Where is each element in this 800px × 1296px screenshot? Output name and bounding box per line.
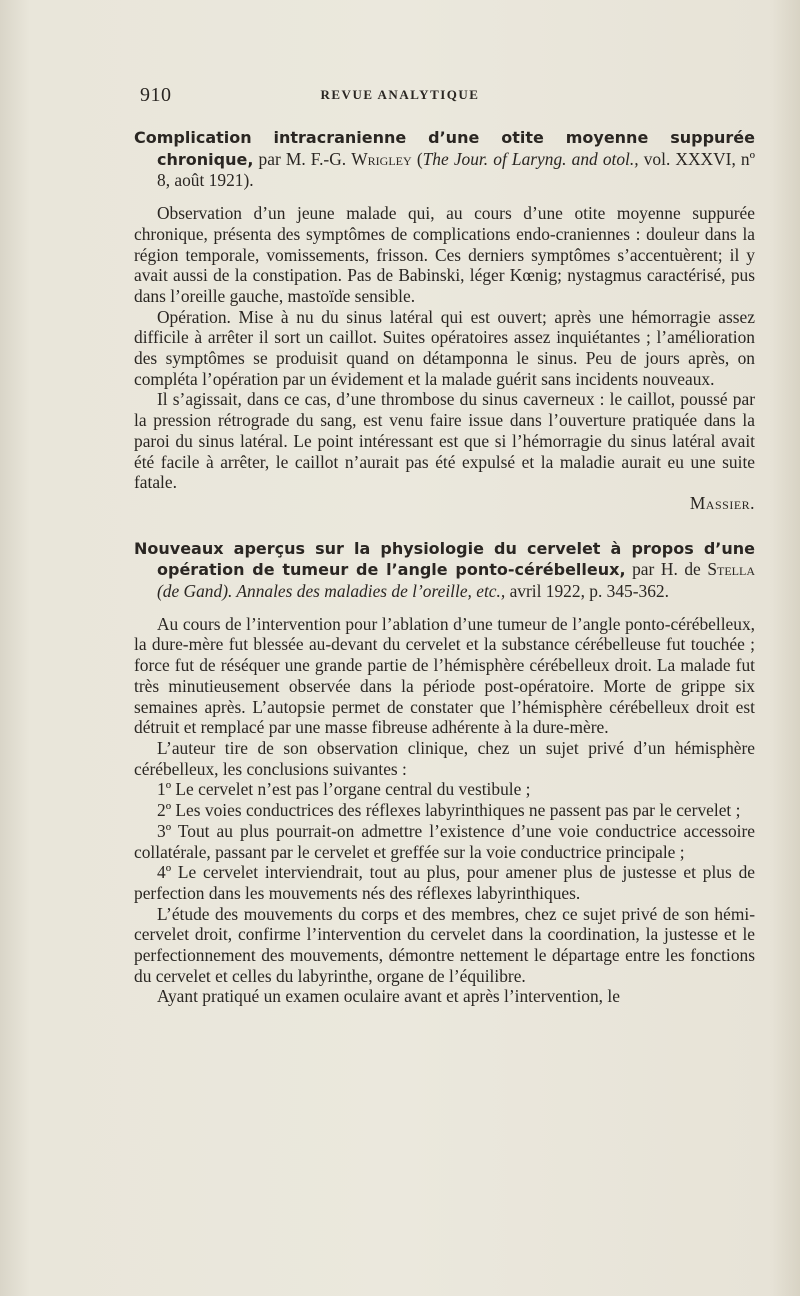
- article-1-author: Wrigley: [351, 148, 412, 169]
- conclusion-item: 2º Les voies conductrices des réflexes labyrinthiques ne passent pas par le cervelet ;: [157, 800, 741, 821]
- article-1-citation-rest: vol. XXXVI, nº 8, août 1921).: [157, 148, 756, 191]
- article-1-title: Complication intracranienne d’une otite moyenne suppurée chronique,: [134, 128, 755, 169]
- article-2-paragraph: L’auteur tire de son observation clinique, chez un sujet privé d’un hémisphère cérébelleux, les conclusions suivantes :: [134, 737, 755, 779]
- article-2-paragraph: Ayant pratiqué un examen oculaire avant et après l’intervention, le: [157, 986, 620, 1007]
- article-2-author-place: (de Gand).: [157, 581, 237, 602]
- conclusion-item: 4º Le cervelet interviendrait, tout au plus, pour amener plus de justesse et plus de perfection dans les mouvements nés des réflexes labyrinthiques.: [134, 862, 755, 903]
- page-header: [0, 84, 800, 108]
- conclusion-item: 1º Le cervelet n’est pas l’organe central du vestibule ;: [157, 779, 531, 800]
- article-1-journal: The Jour. of Laryng. and otol.,: [422, 148, 639, 169]
- article-2-heading: [134, 538, 755, 602]
- article-1-citation-open: (: [411, 148, 423, 169]
- article-1-paragraph: Observation d’un jeune malade qui, au cours d’une otite moyenne suppurée chronique, présenta des symptômes de complications endo-craniennes : douleur dans la région temporale, vomissements, frisson. Ces derniers symptômes s’accentuèrent; il y avait aussi de la constipation. Pas de Babinski, léger Kœnig; nystagmus caractérisé, pus dans l’oreille gauche, mastoïde sensible.: [134, 203, 755, 306]
- article-2-citation-rest: avril 1922, p. 345-362.: [505, 581, 669, 602]
- article-2-paragraph: L’étude des mouvements du corps et des membres, chez ce sujet privé de son hémi-cervelet droit, confirme l’intervention du cervelet dans la coordination, la justesse et le perfectionnement des mouvements, démontre nettement le départage entre les fonctions du cervelet et celles du labyrinthe, organe de l’équilibre.: [134, 903, 755, 986]
- article-2-paragraph: Au cours de l’intervention pour l’ablation d’une tumeur de l’angle ponto-cérébelleux, la dure-mère fut blessée au-devant du cervelet et la substance cérébelleuse fut touchée ; force fut de réséquer une grande partie de l’hémisphère cérébelleux droit. La malade fut très minutieusement observée dans la période post-opératoire. Morte de grippe six semaines après. L’autopsie permet de constater que l’hémisphère cérébelleux droit est détruit et remplacé par une masse fibreuse adhérente à la dure-mère.: [134, 613, 755, 738]
- article-1-paragraph: Opération. Mise à nu du sinus latéral qui est ouvert; après une hémorragie assez difficile à arrêter il sort un caillot. Suites opératoires assez inquiétantes ; l’amélioration des symptômes se produisit quand on détamponna le sinus. Peu de jours après, on compléta l’opération par un évidement et la malade guérit sans incidents nouveaux.: [134, 306, 755, 389]
- article-2-author-prefix: par H. de: [625, 559, 708, 580]
- article-2-title: Nouveaux aperçus sur la physiologie du cervelet à propos d’une opération de tumeur de l’angle ponto-cérébelleux,: [134, 538, 755, 580]
- article-1-signature-line: [134, 493, 755, 514]
- page-body: [134, 127, 755, 1007]
- conclusion-item: 3º Tout au plus pourrait-on admettre l’existence d’une voie conductrice accessoire collatérale, passant par le cervelet et greffée sur la voie conductrice principale ;: [134, 820, 755, 862]
- article-1-heading: [134, 127, 755, 191]
- article-1-signature: Massier.: [689, 492, 755, 513]
- page-number: 910: [140, 84, 172, 106]
- article-separator: [134, 514, 755, 538]
- article-2-author: Stella: [707, 559, 756, 580]
- article-2-journal: Annales des maladies de l’oreille, etc.,: [236, 581, 506, 602]
- article-1-last-paragraph: Il s’agissait, dans ce cas, d’une thrombose du sinus caverneux : le caillot, poussé par la pression rétrograde du sang, est venu faire issue dans l’ouverture pratiquée dans la paroi du sinus latéral. Le point intéressant est que si l’hémorragie du sinus latéral avait été facile à arrêter, le caillot n’aurait pas été expulsé et la maladie aurait eu une suite fatale.: [134, 389, 755, 493]
- running-head: REVUE ANALYTIQUE: [320, 87, 480, 102]
- article-1-author-prefix: par M. F.-G.: [253, 148, 352, 169]
